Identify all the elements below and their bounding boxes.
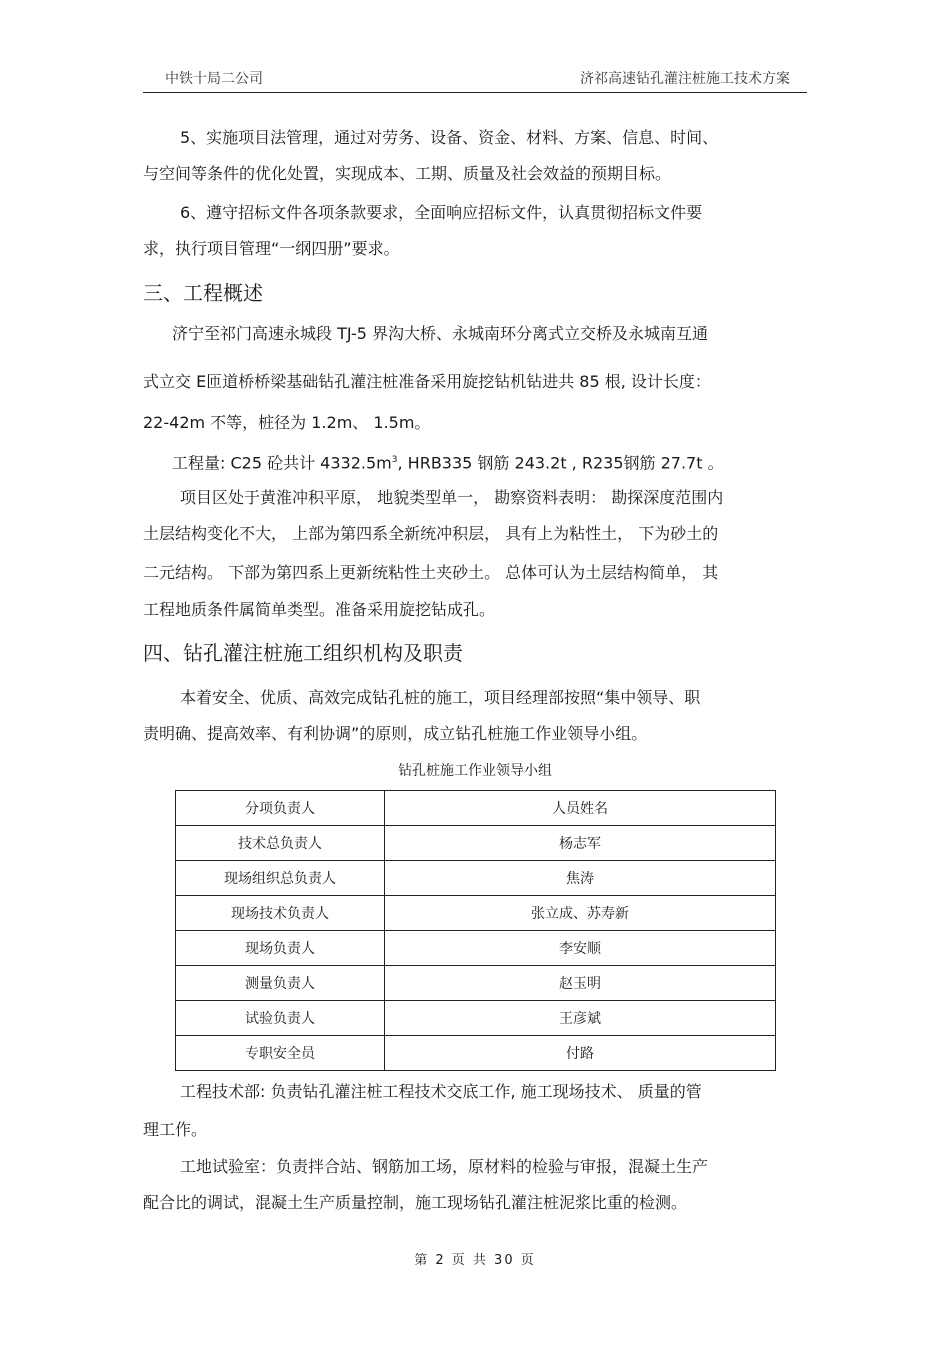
p5-line1: 5、实施项目法管理，通过对劳务、设备、资金、材料、方案、信息、时间、 [180,128,719,147]
table-row [176,966,776,1001]
header-doc-title: 济祁高速钻孔灌注桩施工技术方案 [580,71,790,87]
table-cell-role: 现场负责人 [176,931,385,966]
quantity-unit-sup: 3 [391,455,398,465]
table-cell-names: 赵玉明 [385,966,776,1001]
table-header-row [176,791,776,826]
table-cell-names: 付路 [385,1036,776,1071]
quantity-suffix: , HRB335 钢筋 243.2t , R235钢筋 27.7t 。 [397,453,724,473]
overview-line3: 22-42m 不等，桩径为 1.2m、 1.5m。 [143,413,431,432]
header-rule [143,92,807,93]
table-row [176,896,776,931]
p5-line2: 与空间等条件的优化处置，实现成本、工期、质量及社会效益的预期目标。 [143,164,672,183]
table-row [176,931,776,966]
overview-line1: 济宁至祁门高速永城段 TJ-5 界沟大桥、永城南环分离式立交桥及永城南互通 [172,324,709,343]
table-row [176,861,776,896]
table-cell-names: 焦涛 [385,861,776,896]
tech-dept-line1: 工程技术部: 负责钻孔灌注桩工程技术交底工作, 施工现场技术、 质量的管 [180,1082,702,1101]
table-cell-role: 技术总负责人 [176,826,385,861]
table-cell-role: 现场技术负责人 [176,896,385,931]
table-caption: 钻孔桩施工作业领导小组 [398,763,552,779]
header-company: 中铁十局二公司 [165,71,263,87]
table-cell-role: 测量负责人 [176,966,385,1001]
table-row [176,1001,776,1036]
page-number: 第 2 页 共 30 页 [414,1253,536,1268]
geology-line1: 项目区处于黄淮冲积平原， 地貌类型单一， 勘察资料表明： 勘探深度范围内 [180,488,724,507]
quantity-line [172,450,799,473]
overview-line2: 式立交 E匝道桥桥梁基础钻孔灌注桩准备采用旋挖钻机钻进共 85 根, 设计长度： [143,372,711,391]
quantity-prefix: 工程量: C25 砼共计 4332.5m [172,453,392,473]
p6-line2: 求，执行项目管理“一纲四册”要求。 [143,239,400,258]
geology-line4: 工程地质条件属简单类型。准备采用旋挖钻成孔。 [143,600,496,619]
table-row [176,826,776,861]
table-cell-role: 专职安全员 [176,1036,385,1071]
intro-line2: 责明确、提高效率、有利协调”的原则，成立钻孔桩施工作业领导小组。 [143,724,648,743]
leadership-table [175,790,776,1071]
geology-line3: 二元结构。 下部为第四系上更新统粘性土夹砂土。 总体可认为土层结构简单， 其 [143,563,719,582]
lab-line1: 工地试验室：负责拌合站、钢筋加工场，原材料的检验与审报，混凝土生产 [180,1157,709,1176]
section4-heading: 四、钻孔灌注桩施工组织机构及职责 [143,641,463,665]
p6-line1: 6、遵守招标文件各项条款要求，全面响应招标文件，认真贯彻招标文件要 [180,203,703,222]
table-cell-names: 王彦斌 [385,1001,776,1036]
table-cell-names: 李安顺 [385,931,776,966]
table-cell-names: 张立成、苏寿新 [385,896,776,931]
table-cell-role: 现场组织总负责人 [176,861,385,896]
tech-dept-line2: 理工作。 [143,1120,208,1139]
table-row [176,1036,776,1071]
section3-heading: 三、工程概述 [143,281,263,305]
table-header-names: 人员姓名 [385,791,776,826]
table-header-role: 分项负责人 [176,791,385,826]
lab-line2: 配合比的调试，混凝土生产质量控制，施工现场钻孔灌注桩泥浆比重的检测。 [143,1193,688,1212]
geology-line2: 土层结构变化不大， 上部为第四系全新统冲积层， 具有上为粘性土， 下为砂土的 [143,524,719,543]
intro-line1: 本着安全、优质、高效完成钻孔桩的施工，项目经理部按照“集中领导、职 [180,688,701,707]
table-cell-role: 试验负责人 [176,1001,385,1036]
table-cell-names: 杨志军 [385,826,776,861]
